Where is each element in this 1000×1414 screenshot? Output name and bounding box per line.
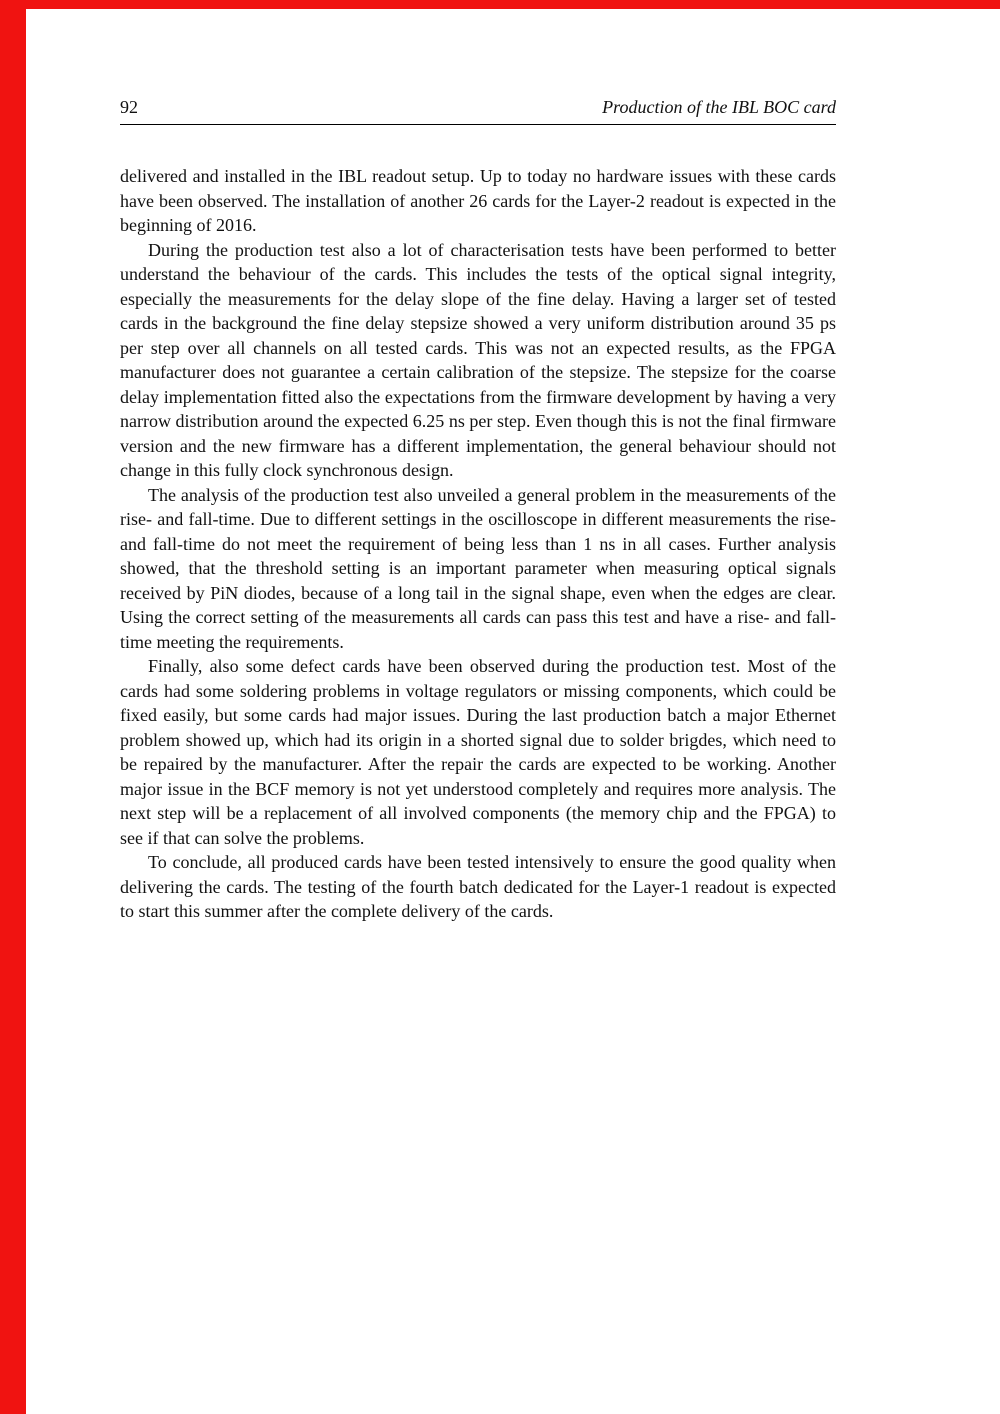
paragraph-3: The analysis of the production test also unveiled a general problem in the measurements of the rise- and fall-time. Due to different settings in the oscilloscope in different measurements the rise- and fall-time do not meet the requirement of being less than 1 ns in all cases. Further analysis showed, that the threshold setting is an important parameter when measuring optical signals received by PiN diodes, because of a long tail in the signal shape, even when the edges are clear. Using the correct setting of the measurements all cards can pass this test and have a rise- and fall-time meeting the requirements. [120, 484, 836, 652]
top-red-border-bar [0, 0, 1000, 9]
left-red-border-bar [0, 0, 26, 1414]
paragraph-2: During the production test also a lot of characterisation tests have been performed to better understand the behaviour of the cards. This includes the tests of the optical signal integrity, especially the measurements for the delay slope of the fine delay. Having a larger set of tested cards in the background the fine delay stepsize showed a very uniform distribution around 35 ps per step over all channels on all tested cards. This was not an expected results, as the FPGA manufacturer does not guarantee a certain calibration of the stepsize. The stepsize for the coarse delay implementation fitted also the expectations from the firmware development by having a very narrow distribution around the expected 6.25 ns per step. Even though this is not the final firmware version and the new firmware has a different implementation, the general behaviour should not change in this fully clock synchronous design. [120, 239, 836, 480]
page-header [120, 97, 836, 117]
page-number: 92 [120, 97, 138, 117]
paragraph-5: To conclude, all produced cards have been tested intensively to ensure the good quality when delivering the cards. The testing of the fourth batch dedicated for the Layer-1 readout is expected to start this summer after the complete delivery of the cards. [120, 852, 836, 921]
document-page [120, 97, 836, 924]
header-rule [120, 124, 836, 125]
paragraph-1: delivered and installed in the IBL readout setup. Up to today no hardware issues with these cards have been observed. The installation of another 26 cards for the Layer-2 readout is expected in the beginning of 2016. [120, 166, 836, 235]
body-text [120, 164, 836, 924]
paragraph-4: Finally, also some defect cards have been observed during the production test. Most of the cards had some soldering problems in voltage regulators or missing components, which could be fixed easily, but some cards had major issues. During the last production batch a major Ethernet problem showed up, which had its origin in a shorted signal due to solder brigdes, which need to be repaired by the manufacturer. After the repair the cards are expected to be working. Another major issue in the BCF memory is not yet understood completely and requires more analysis. The next step will be a replacement of all involved components (the memory chip and the FPGA) to see if that can solve the problems. [120, 656, 836, 848]
running-title: Production of the IBL BOC card [602, 97, 836, 117]
